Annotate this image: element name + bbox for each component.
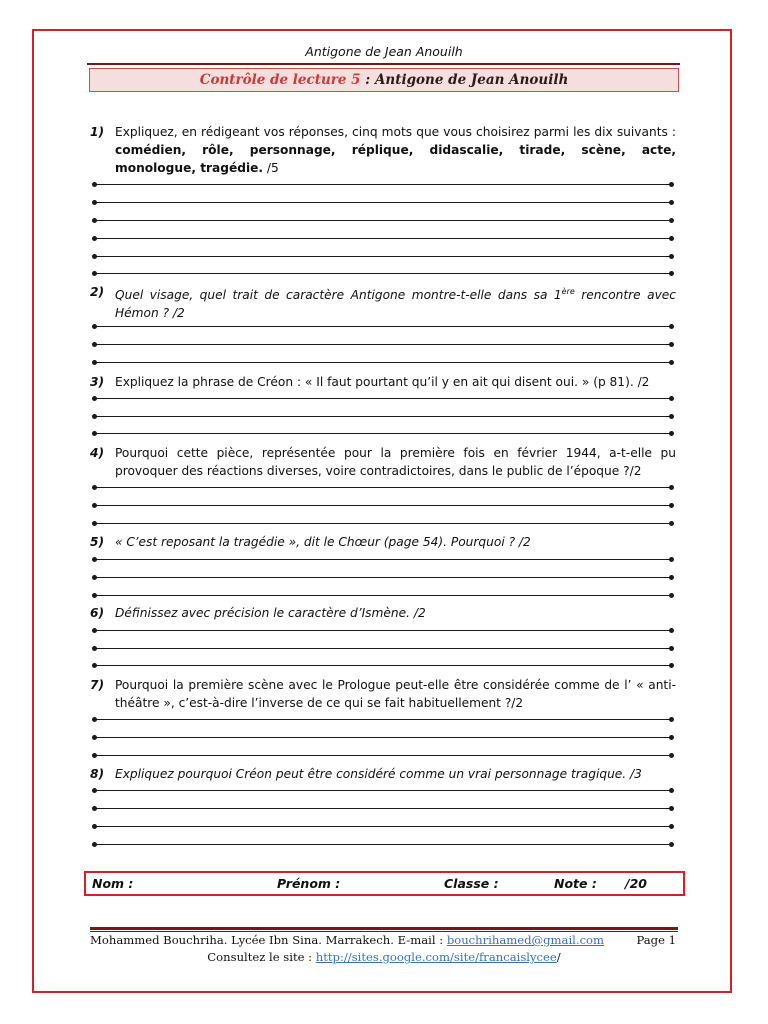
answer-line[interactable] — [94, 755, 672, 756]
answer-line[interactable] — [94, 826, 672, 827]
nom-field[interactable]: Nom : — [92, 876, 134, 891]
question-number: 8) — [90, 767, 105, 781]
question-text: Pourquoi la première scène avec le Prologue peut-elle être considérée comme de l’ « anti-théâtre », c’est-à-dire l’inverse de ce qui se fait habituellement ?/2 — [115, 678, 676, 710]
ordinal-suffix: ère — [561, 287, 575, 296]
question-number: 5) — [90, 535, 105, 549]
question-text: Expliquez pourquoi Créon peut être considéré comme un vrai personnage tragique. /3 — [115, 767, 642, 781]
answer-line[interactable] — [94, 577, 672, 578]
question-number: 1) — [90, 125, 105, 139]
student-identity-box — [84, 871, 685, 896]
note-field[interactable]: Note : — [554, 876, 597, 891]
question-word-list: comédien, rôle, personnage, réplique, didascalie, tirade, scène, acte, monologue, tragédie. — [115, 143, 676, 175]
question-text: Expliquez la phrase de Créon : « Il faut pourtant qu’il y en ait qui disent oui. » (p 81). /2 — [115, 375, 650, 389]
page-header: Antigone de Jean Anouilh — [305, 44, 463, 59]
answer-line[interactable] — [94, 238, 672, 239]
question-number: 6) — [90, 606, 105, 620]
answer-line[interactable] — [94, 790, 672, 791]
answer-line[interactable] — [94, 326, 672, 327]
answer-line[interactable] — [94, 487, 672, 488]
answer-line[interactable] — [94, 256, 672, 257]
prenom-field[interactable]: Prénom : — [277, 876, 341, 891]
answer-line[interactable] — [94, 559, 672, 560]
answer-line[interactable] — [94, 665, 672, 666]
question-text-end: rencontre avec Hémon ? /2 — [115, 288, 677, 321]
answer-line[interactable] — [94, 344, 672, 345]
header-rule — [87, 63, 680, 65]
question-text: Définissez avec précision le caractère d’Ismène. /2 — [115, 606, 426, 620]
title-part-2: : Antigone de Jean Anouilh — [360, 72, 569, 88]
question-8 — [90, 765, 676, 783]
question-4 — [90, 444, 676, 480]
page-number: Page 1 — [636, 933, 676, 947]
title-part-1: Contrôle de lecture 5 — [199, 72, 361, 88]
footer-site-line — [0, 950, 768, 964]
answer-line[interactable] — [94, 398, 672, 399]
question-number: 7) — [90, 678, 105, 692]
question-7 — [90, 676, 676, 712]
question-text: Quel visage, quel trait de caractère Antigone montre-t-elle dans sa 1 — [115, 288, 562, 303]
question-number: 2) — [90, 285, 105, 299]
footer-site-label: Consultez le site : — [207, 950, 316, 964]
question-3 — [90, 373, 676, 391]
footer-rule — [90, 927, 678, 930]
answer-line[interactable] — [94, 523, 672, 524]
question-text: « C’est reposant la tragédie », dit le Chœur (page 54). Pourquoi ? /2 — [115, 535, 531, 549]
answer-line[interactable] — [94, 433, 672, 434]
question-text: Pourquoi cette pièce, représentée pour la première fois en février 1944, a-t-elle pu provoquer des réactions diverses, voire contradictoires, dans le public de l’époque ?/2 — [115, 446, 676, 478]
answer-line[interactable] — [94, 719, 672, 720]
answer-line[interactable] — [94, 737, 672, 738]
answer-line[interactable] — [94, 220, 672, 221]
answer-line[interactable] — [94, 808, 672, 809]
note-total: /20 — [625, 876, 647, 891]
question-2 — [90, 283, 676, 322]
question-number: 3) — [90, 375, 105, 389]
answer-line[interactable] — [94, 362, 672, 363]
question-5 — [90, 533, 676, 551]
page-title — [89, 68, 679, 92]
answer-line[interactable] — [94, 648, 672, 649]
answer-line[interactable] — [94, 505, 672, 506]
answer-line[interactable] — [94, 202, 672, 203]
answer-line[interactable] — [94, 184, 672, 185]
question-6 — [90, 604, 676, 622]
email-link[interactable]: bouchrihamed@gmail.com — [446, 933, 605, 947]
answer-line[interactable] — [94, 273, 672, 274]
question-1 — [90, 123, 676, 177]
question-points: /5 — [263, 161, 279, 175]
footer-author: Mohammed Bouchriha. Lycée Ibn Sina. Marrakech. E-mail : — [90, 933, 447, 947]
site-link[interactable]: http://sites.google.com/site/francaislycee — [315, 950, 557, 964]
question-number: 4) — [90, 446, 105, 460]
answer-line[interactable] — [94, 844, 672, 845]
footer-site-suffix: / — [556, 950, 561, 964]
answer-line[interactable] — [94, 630, 672, 631]
footer-rule-thin — [90, 931, 678, 932]
classe-field[interactable]: Classe : — [444, 876, 499, 891]
answer-line[interactable] — [94, 416, 672, 417]
question-text: Expliquez, en rédigeant vos réponses, cinq mots que vous choisirez parmi les dix suivants : — [115, 125, 676, 139]
footer-author-line — [90, 933, 678, 947]
answer-line[interactable] — [94, 595, 672, 596]
